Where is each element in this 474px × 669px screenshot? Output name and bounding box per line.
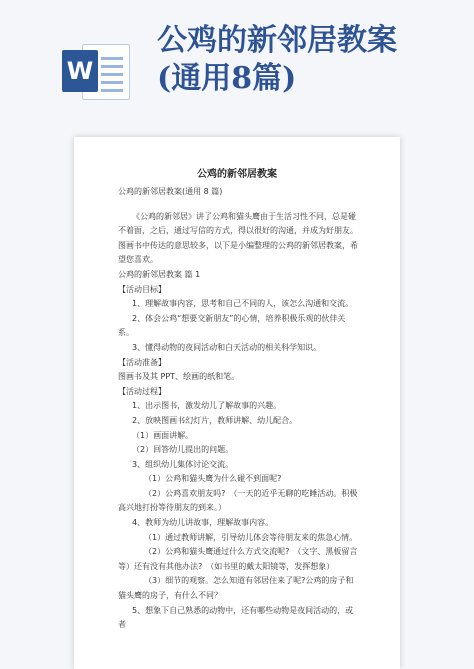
document-paragraph: 3、组织幼儿集体讨论交流。 xyxy=(132,459,234,469)
document-paragraph: 图画书及其 PPT、绘画的纸和笔。 xyxy=(118,372,240,382)
document-paragraph: （1）画面讲解。 xyxy=(132,430,194,440)
document-paragraph: 1、出示图书，激发幼儿了解故事的兴趣。 xyxy=(132,401,282,411)
title-line-1: 公鸡的新邻居教案 xyxy=(157,23,397,58)
document-paragraph: 4、教师为幼儿讲故事，理解故事内容。 xyxy=(132,518,274,528)
document-paragraph: 《公鸡的新邻居》讲了公鸡和猫头鹰由于生活习性不同，总是碰不着面，之后，通过写信的方式，得以很好的沟通，并成为好朋友。图画书中传达的意思较多，以下是小编整理的公鸡的新邻居教案，希望您喜欢。 xyxy=(118,211,358,265)
document-paragraph: 5、想象下自己熟悉的动物中，还有哪些动物是夜间活动的，或者 xyxy=(118,605,354,630)
document-paragraph: （2）公鸡和猫头鹰通过什么方式交流呢? （文字、黑板留言等）还有没有其他办法? （如书里的戴太阳镜等，发挥想象） xyxy=(118,547,358,571)
document-paragraph: 【活动过程】 xyxy=(118,386,166,396)
document-paragraph: （3）细节的观察。怎么知道有邻居住来了呢?公鸡的房子和猫头鹰的房子，有什么不同？ xyxy=(118,576,354,601)
document-paragraph: 公鸡的新邻居教案(通用 8 篇) xyxy=(118,187,223,196)
page-title xyxy=(157,22,467,98)
document-paragraph: （1）通过教师讲解，引导幼儿体会等待朋友来的焦急心情。 xyxy=(144,532,358,542)
word-logo-letter: W xyxy=(62,50,98,92)
document-paragraph: 2、放映图画书幻灯片，教师讲解、幼儿配合。 xyxy=(132,415,298,425)
document-paragraph: 公鸡的新邻居教案 篇 1 xyxy=(118,269,201,279)
document-paragraph: 【活动目标】 xyxy=(118,284,166,294)
document-paragraph: 3、懂得动物的夜间活动和白天活动的相关科学知识。 xyxy=(132,342,322,352)
header-banner xyxy=(0,0,474,120)
document-body xyxy=(118,185,358,633)
document-paragraph: （1）公鸡和猫头鹰为什么碰不到面呢? xyxy=(144,474,282,484)
document-paragraph: 1、理解故事内容，思考和自己不同的人，该怎么沟通和交流。 xyxy=(132,299,354,309)
document-paragraph: （2）公鸡喜欢朋友吗? （一天的近乎无聊的吃睡活动。积极高兴地打扮等待朋友的到来。） xyxy=(118,488,358,513)
document-preview-page[interactable] xyxy=(74,137,400,669)
document-heading: 公鸡的新邻居教案 xyxy=(197,169,277,180)
word-document-icon xyxy=(62,40,132,102)
document-paragraph: 2、体会公鸡“想要交新朋友”的心情，培养积极乐观的伙伴关系。 xyxy=(118,313,346,338)
document-paragraph: （2）回答幼儿提出的问题。 xyxy=(132,445,234,455)
document-paragraph: 【活动准备】 xyxy=(118,357,166,367)
title-line-2: (通用8篇) xyxy=(157,61,297,96)
